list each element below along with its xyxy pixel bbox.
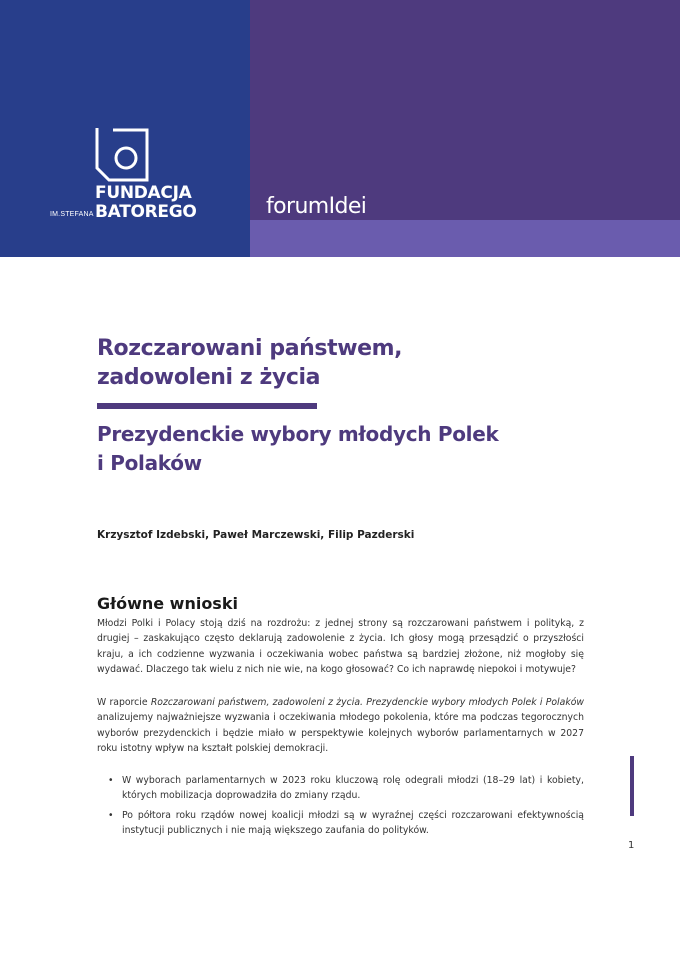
header-accent-strip [250, 220, 680, 257]
list-item [97, 773, 584, 804]
logo-text-line1: FUNDACJA [95, 183, 192, 203]
logo-small-text: IM.STEFANA [50, 211, 94, 218]
report-subtitle [97, 420, 547, 478]
report-title [97, 334, 537, 392]
key-findings-list [97, 773, 584, 843]
report-title-line1: Rozczarowani państwem, [97, 336, 403, 361]
paragraph-2-intro: W raporcie [97, 697, 151, 708]
bullet-marker: • [108, 809, 114, 821]
bullet-marker: • [108, 775, 114, 786]
side-accent-bar [630, 756, 634, 816]
forum-idei-wordmark: forumIdei [266, 194, 367, 219]
list-item-text: Po półtora roku rządów nowej koalicji młodzi są w wyraźnej części rozczarowani efektywnością instytucji publicznych i nie mają większego zaufania do polityków. [122, 809, 584, 837]
section-heading: Główne wnioski [97, 594, 238, 613]
list-item [97, 808, 584, 839]
title-divider [97, 403, 317, 409]
report-subtitle-line1: Prezydenckie wybory młodych Polek [97, 422, 499, 446]
paragraph-2-rest: analizujemy najważniejsze wyzwania i oczekiwania młodego pokolenia, które ma podczas tegorocznych wyborów prezydenckich i będzie miało w perspektywie kolejnych wyborów parlamentarnych w 2027 roku istotny wpływ na kształt polskiej demokracji. [97, 712, 584, 755]
paragraph-2-report-title: Rozczarowani państwem, zadowoleni z życia. Prezydenckie wybory młodych Polek i Polaków [150, 697, 584, 708]
paragraph-2 [97, 695, 584, 757]
page-number: 1 [628, 840, 635, 851]
report-subtitle-line2: i Polaków [97, 451, 202, 475]
list-item-text: W wyborach parlamentarnych w 2023 roku kluczową rolę odegrali młodzi (18–29 lat) i kobiety, których mobilizacja doprowadziła do zmiany rządu. [122, 775, 584, 802]
fundacja-logo-icon [95, 128, 149, 182]
report-title-line2: zadowoleni z życia [97, 365, 321, 390]
header-right-panel [250, 0, 680, 220]
paragraph-1: Młodzi Polki i Polacy stoją dziś na rozdrożu: z jednej strony są rozczarowani państwem i polityką, z drugiej – zaskakująco często deklarują zadowolenie z życia. Ich głosy mogą przesądzić o przyszłości kraju, a ich codzienne wyzwania i oczekiwania wobec państwa są bardziej złożone, niż mogłoby się wydawać. Dlaczego tak wielu z nich nie wie, na kogo głosować? Co ich naprawdę niepokoi i motywuje? [97, 618, 584, 676]
logo-text-line2: BATOREGO [95, 202, 197, 222]
authors: Krzysztof Izdebski, Paweł Marczewski, Filip Pazderski [97, 529, 415, 541]
